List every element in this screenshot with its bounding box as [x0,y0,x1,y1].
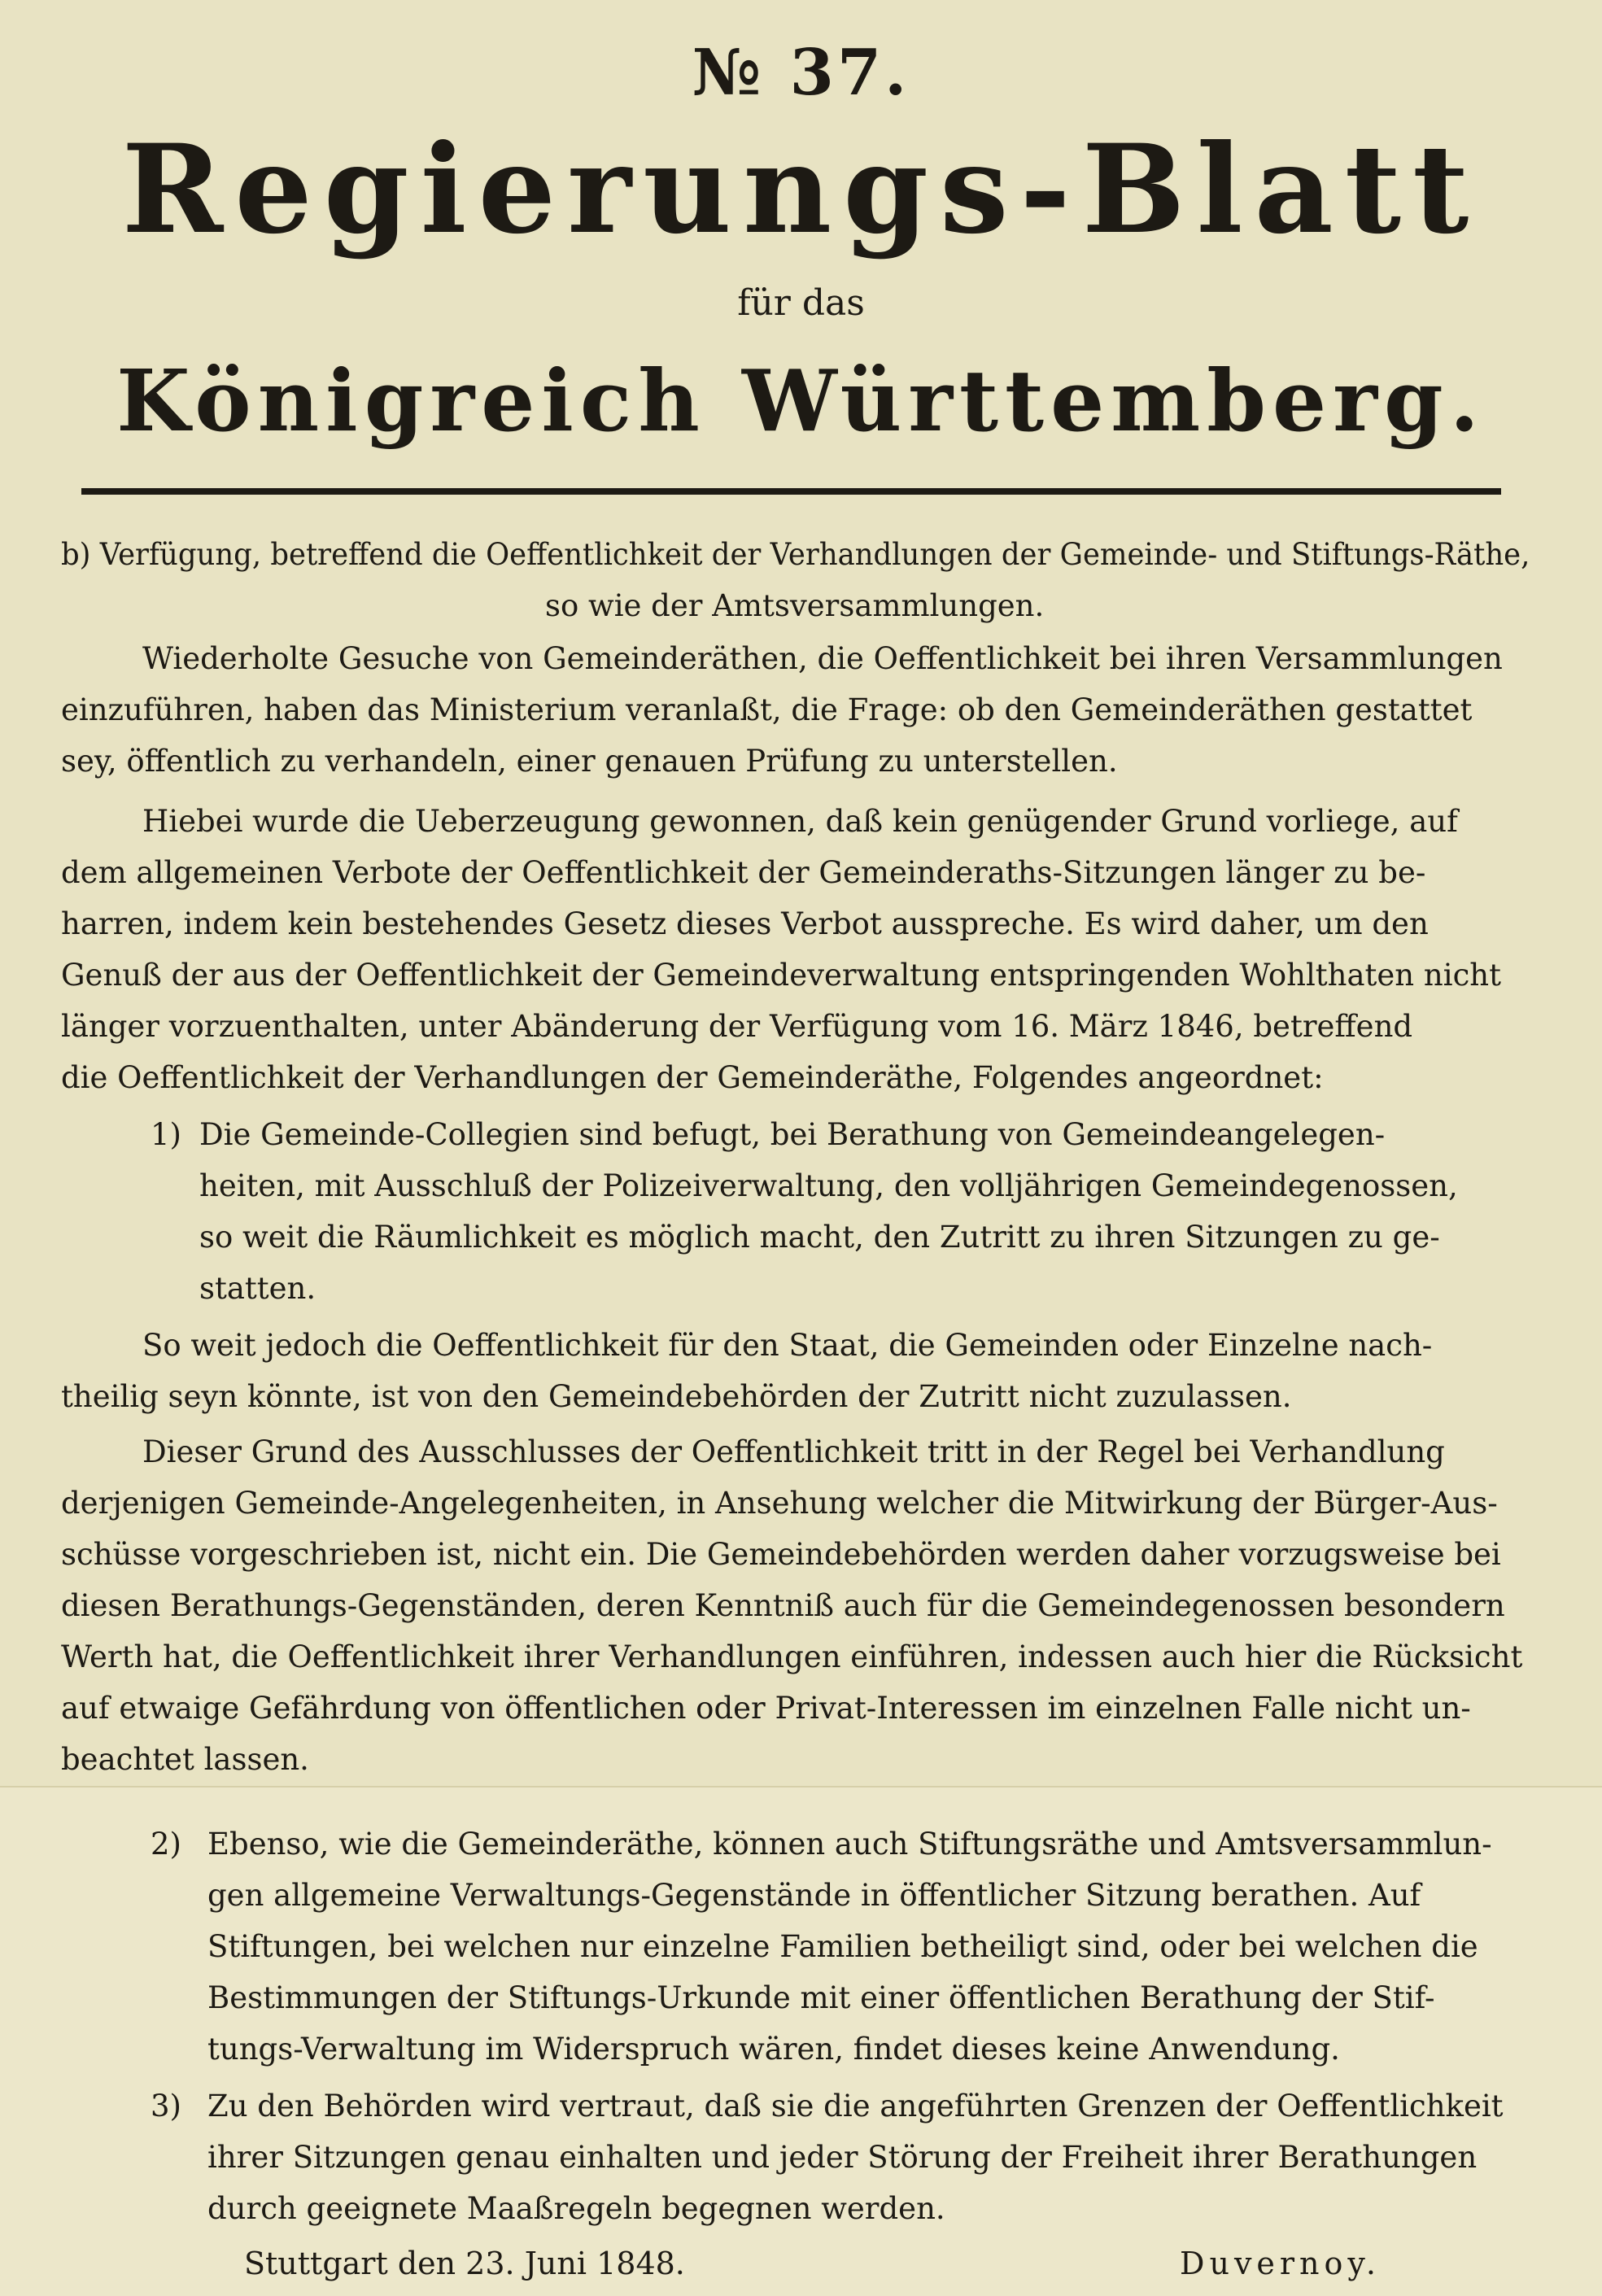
issue-number: № 37. [692,36,910,110]
item-1-number: 1) [151,1117,181,1152]
paragraph-3-line: theilig seyn könnte, ist von den Gemeindebehörden der Zutritt nicht zuzulassen. [61,1379,1292,1414]
paragraph-2-line: die Oeffentlichkeit der Verhandlungen der Gemeinderäthe, Folgendes angeordnet: [61,1060,1324,1095]
masthead-title: Regierungs-Blatt [121,118,1481,261]
paragraph-2-line: Genuß der aus der Oeffentlichkeit der Gemeindeverwaltung entspringenden Wohlthaten nicht [61,958,1501,993]
item-1-line: statten. [199,1271,316,1306]
item-3-line: durch geeignete Maaßregeln begegnen werden. [207,2191,945,2226]
signature: Duvernoy. [1180,2246,1381,2281]
item-3-number: 3) [151,2089,181,2124]
paragraph-4-line: beachtet lassen. [61,1742,309,1777]
section-heading-line-1: b) Verfügung, betreffend die Oeffentlichkeit der Verhandlungen der Gemeinde- und Stiftungs-Räthe, [61,537,1530,572]
paragraph-2-line: harren, indem kein bestehendes Gesetz dieses Verbot ausspreche. Es wird daher, um den [61,906,1429,941]
item-1-line: heiten, mit Ausschluß der Polizeiverwaltung, den volljährigen Gemeindegenossen, [199,1168,1458,1203]
item-2-line: Ebenso, wie die Gemeinderäthe, können auch Stiftungsräthe und Amtsversammlun- [207,1827,1492,1862]
item-3-line: Zu den Behörden wird vertraut, daß sie die angeführten Grenzen der Oeffentlichkeit [207,2089,1504,2124]
paragraph-1-line: einzuführen, haben das Ministerium veranlaßt, die Frage: ob den Gemeinderäthen gestattet [61,692,1473,727]
masthead [0,33,1602,454]
masthead-rule [81,488,1501,495]
item-2-line: tungs-Verwaltung im Widerspruch wären, findet dieses keine Anwendung. [207,2032,1340,2067]
paragraph-4-line: Dieser Grund des Ausschlusses der Oeffentlichkeit tritt in der Regel bei Verhandlung [142,1434,1445,1469]
paragraph-3-line: So weit jedoch die Oeffentlichkeit für den Staat, die Gemeinden oder Einzelne nach- [142,1328,1433,1363]
paragraph-4-line: Werth hat, die Oeffentlichkeit ihrer Verhandlungen einführen, indessen auch hier die Rücksicht [61,1639,1523,1674]
item-1-line: so weit die Räumlichkeit es möglich macht, den Zutritt zu ihren Sitzungen zu ge- [199,1220,1440,1255]
paragraph-2-line: länger vorzuenthalten, unter Abänderung der Verfügung vom 16. März 1846, betreffend [61,1009,1413,1044]
place-and-date: Stuttgart den 23. Juni 1848. [244,2246,685,2281]
item-2-line: Bestimmungen der Stiftungs-Urkunde mit einer öffentlichen Berathung der Stif- [207,1980,1435,2015]
masthead-realm: Königreich Württemberg. [116,351,1486,451]
paragraph-4-line: diesen Berathungs-Gegenständen, deren Kenntniß auch für die Gemeindegenossen besondern [61,1588,1505,1623]
paragraph-4-line: schüsse vorgeschrieben ist, nicht ein. Die Gemeindebehörden werden daher vorzugsweise bei [61,1537,1501,1572]
item-2-line: Stiftungen, bei welchen nur einzelne Familien betheiligt sind, oder bei welchen die [207,1929,1478,1964]
paragraph-4-line: auf etwaige Gefährdung von öffentlichen oder Privat-Interessen im einzelnen Falle nicht un- [61,1691,1471,1726]
paragraph-1-line: Wiederholte Gesuche von Gemeinderäthen, die Oeffentlichkeit bei ihren Versammlungen [142,641,1503,676]
section-heading-line-2: so wie der Amtsversammlungen. [545,588,1045,623]
item-2-line: gen allgemeine Verwaltungs-Gegenstände in öffentlicher Sitzung berathen. Auf [207,1878,1421,1913]
item-3-line: ihrer Sitzungen genau einhalten und jeder Störung der Freiheit ihrer Berathungen [207,2140,1478,2175]
item-2-number: 2) [151,1827,181,1862]
item-1-line: Die Gemeinde-Collegien sind befugt, bei Berathung von Gemeindeangelegen- [199,1117,1386,1152]
masthead-subtitle: für das [737,282,865,324]
paragraph-2-line: dem allgemeinen Verbote der Oeffentlichkeit der Gemeinderaths-Sitzungen länger zu be- [61,855,1426,890]
paragraph-1-line: sey, öffentlich zu verhandeln, einer genauen Prüfung zu unterstellen. [61,744,1118,779]
paragraph-4-line: derjenigen Gemeinde-Angelegenheiten, in Ansehung welcher die Mitwirkung der Bürger-Aus- [61,1486,1498,1521]
paragraph-2-line: Hiebei wurde die Ueberzeugung gewonnen, daß kein genügender Grund vorliege, auf [142,804,1458,839]
